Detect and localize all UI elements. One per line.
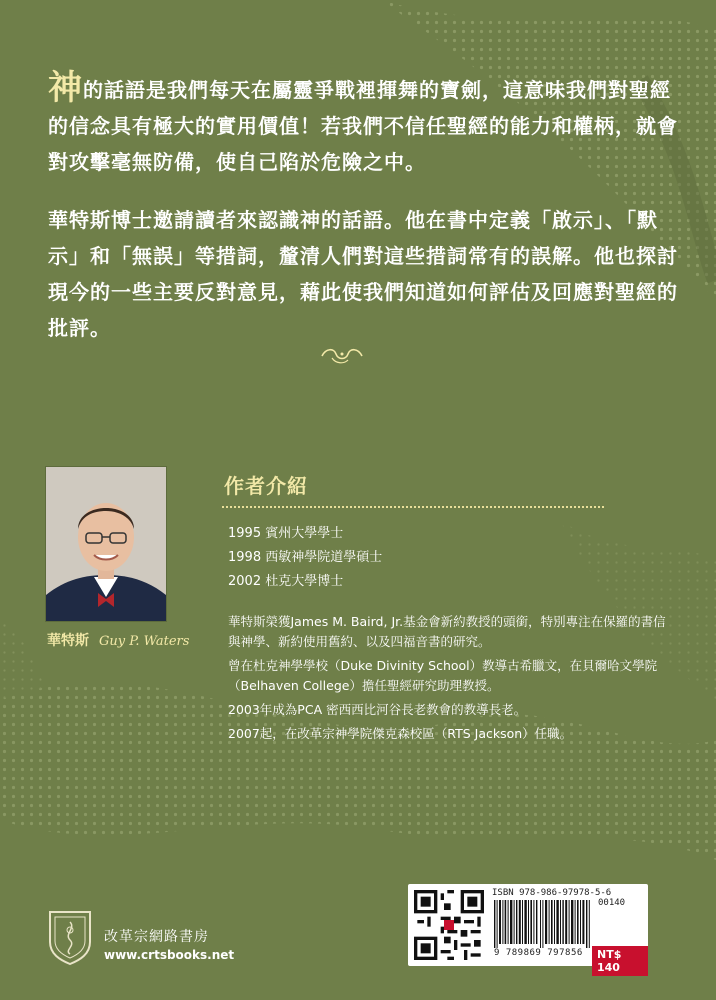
degree-item: 1998 西敏神學院道學碩士 [228,550,383,565]
qr-code-icon [414,890,484,960]
bio-paragraph: 2007起，在改革宗神學院傑克森校區（RTS Jackson）任職。 [228,726,573,741]
bio-paragraph: 2003年成為PCA 密西西比河谷長老教會的教導長老。 [228,702,527,717]
publisher-info [104,926,234,962]
bio-paragraph: 曾在杜克神學學校（Duke Divinity School）教導古希臘文，在貝爾哈文學院（Belhaven College）擔任聖經研究助理教授。 [228,658,658,693]
intro-paragraph-1-text: 的話語是我們每天在屬靈爭戰裡揮舞的寶劍，這意味我們對聖經的信念具有極大的實用價值！若我們不信任聖經的能力和權柄，就會對攻擊毫無防備，使自己陷於危險之中。 [48,78,678,174]
isbn-text: ISBN 978-986-97978-5-6 [492,888,612,898]
addon-number: 00140 [598,898,626,908]
author-photo [45,466,167,622]
barcode-bars-icon [494,900,594,948]
intro-paragraph-2: 華特斯博士邀請讀者來認識神的話語。他在書中定義「啟示」、「默示」和「無誤」等措詞，釐清人們對這些措詞常有的誤解。他也探討現今的一些主要反對意見，藉此使我們知道如何評估及回應對聖經的批評。 [48,208,678,340]
publisher-seal-icon [46,908,94,966]
publisher-name: 改革宗網路書房 [104,929,209,945]
publisher-url: www.crtsbooks.net [104,948,235,962]
dotted-divider [222,506,604,508]
price-tag: NT$ 140 [592,946,648,976]
author-section-title: 作者介紹 [224,474,308,498]
drop-cap: 神 [48,68,83,108]
degree-item: 2002 杜克大學博士 [228,574,344,589]
flourish-ornament-icon [318,344,366,366]
author-portrait-icon [46,467,166,621]
author-name-chinese: 華特斯 [47,633,89,649]
degree-list [228,522,382,594]
intro-text [48,68,688,368]
author-name-english: Guy P. Waters [99,634,190,649]
barcode-panel [408,884,648,974]
author-bio [228,612,668,748]
bio-paragraph: 華特斯榮獲James M. Baird, Jr.基金會新約教授的頭銜，特別專注在保羅的書信與神學、新約使用舊約、以及四福音書的研究。 [228,614,666,649]
ean-number: 9 789869 797856 [494,948,583,958]
intro-paragraph-1 [48,68,688,180]
degree-item: 1995 賓州大學學士 [228,526,344,541]
author-name [47,630,189,650]
